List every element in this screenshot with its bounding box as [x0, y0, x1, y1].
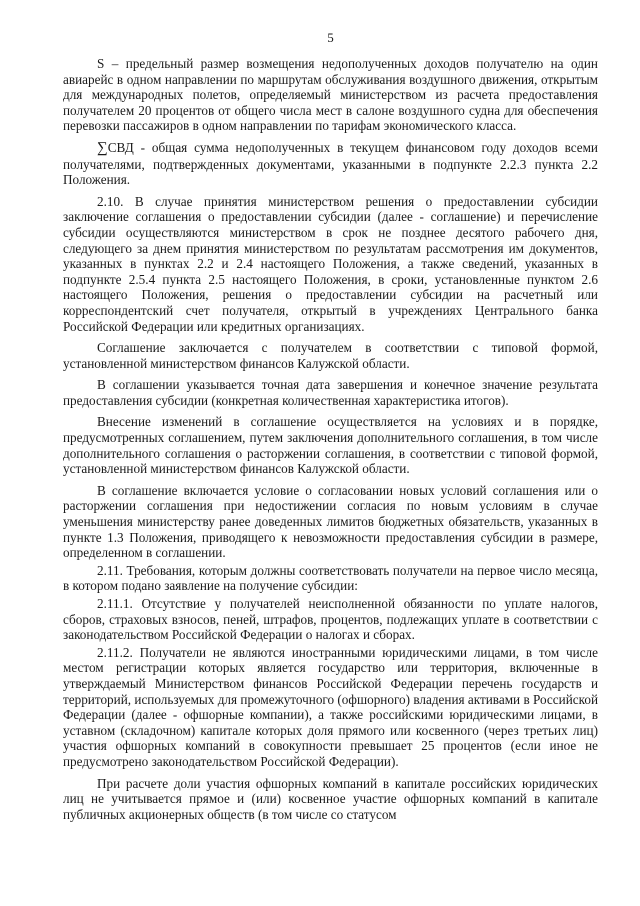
svd-definition-paragraph	[63, 140, 598, 188]
s-definition-paragraph: S – предельный размер возмещения недополученных доходов получателю на один авиарейс в одном направлении по маршрутам обслуживания воздушного движения, открытым для международных полетов, определяемый министерством из расчета предоставления получателем 20 процентов от общего числа мест в салоне воздушного судна для обеспечения перевозки пассажиров в одном направлении по тарифам экономического класса.	[63, 56, 598, 134]
clause-2-11-2-paragraph: 2.11.2. Получатели не являются иностранными юридическими лицами, в том числе местом регистрации которых является государство или территория, включенные в утверждаемый Министерством финансов Российской Федерации перечень государств и территорий, используемых для промежуточного (офшорного) владения активами в Российской Федерации (далее - офшорные компании), а также российскими юридическими лицами, в уставном (складочном) капитале которых доля прямого или косвенного (через третьих лиц) участия офшорных компаний в совокупности превышает 25 процентов (если иное не предусмотрено законодательством Российской Федерации).	[63, 644, 598, 769]
clause-2-11-1-paragraph: 2.11.1. Отсутствие у получателей неисполненной обязанности по уплате налогов, сборов, страховых взносов, пеней, штрафов, процентов, подлежащих уплате в соответствии с законодательством Российской Федерации о налогах и сборах.	[63, 596, 598, 643]
sum-symbol: ∑	[97, 139, 108, 156]
clause-2-10-paragraph: 2.10. В случае принятия министерством решения о предоставлении субсидии заключение соглашения о предоставлении субсидии (далее - соглашение) и перечисление субсидии осуществляются министерством в срок не позднее десятого рабочего дня, следующего за днем принятия министерством по результатам рассмотрения им документов, указанных в пунктах 2.2 и 2.4 настоящего Положения, а также сведений, указанных в подпункте 2.5.4 пункта 2.5 настоящего Положения, в сроки, установленные пунктом 2.6 настоящего Положения, решения о предоставлении субсидии на расчетный или корреспондентский счет получателя, открытый в учреждениях Центрального банка Российской Федерации или кредитных организациях.	[63, 193, 598, 334]
page-number: 5	[327, 30, 334, 45]
agreement-conditions-paragraph: В соглашение включается условие о согласовании новых условий соглашения или о расторжении соглашения при недостижении согласия по новым условиям в случае уменьшения министерству ранее доведенных лимитов бюджетных обязательств, указанных в пункте 1.3 Положения, приводящего к невозможности предоставления субсидии в размере, определенном в соглашении.	[63, 482, 598, 561]
agreement-date-paragraph: В соглашении указывается точная дата завершения и конечное значение результата предоставления субсидии (конкретная количественная характеристика итогов).	[63, 377, 598, 408]
svd-definition-text: СВД - общая сумма недополученных в текущем финансовом году доходов всеми получателями, подтвержденных документами, указанными в подпункте 2.2.3 пункта 2.2 Положения.	[63, 139, 598, 188]
clause-2-11-paragraph: 2.11. Требования, которым должны соответствовать получатели на первое число месяца, в котором подано заявление на получение субсидии:	[63, 562, 598, 594]
agreement-changes-paragraph: Внесение изменений в соглашение осуществляется на условиях и в порядке, предусмотренных соглашением, путем заключения дополнительного соглашения, в том числе дополнительного соглашения о расторжении соглашения, в соответствии с типовой формой, установленной министерством финансов Калужской области.	[63, 414, 598, 477]
agreement-form-paragraph: Соглашение заключается с получателем в соответствии с типовой формой, установленной министерством финансов Калужской области.	[63, 340, 598, 371]
offshore-calculation-paragraph: При расчете доли участия офшорных компаний в капитале российских юридических лиц не учитывается прямое и (или) косвенное участие офшорных компаний в капитале публичных акционерных обществ (в том числе со статусом	[63, 775, 598, 822]
